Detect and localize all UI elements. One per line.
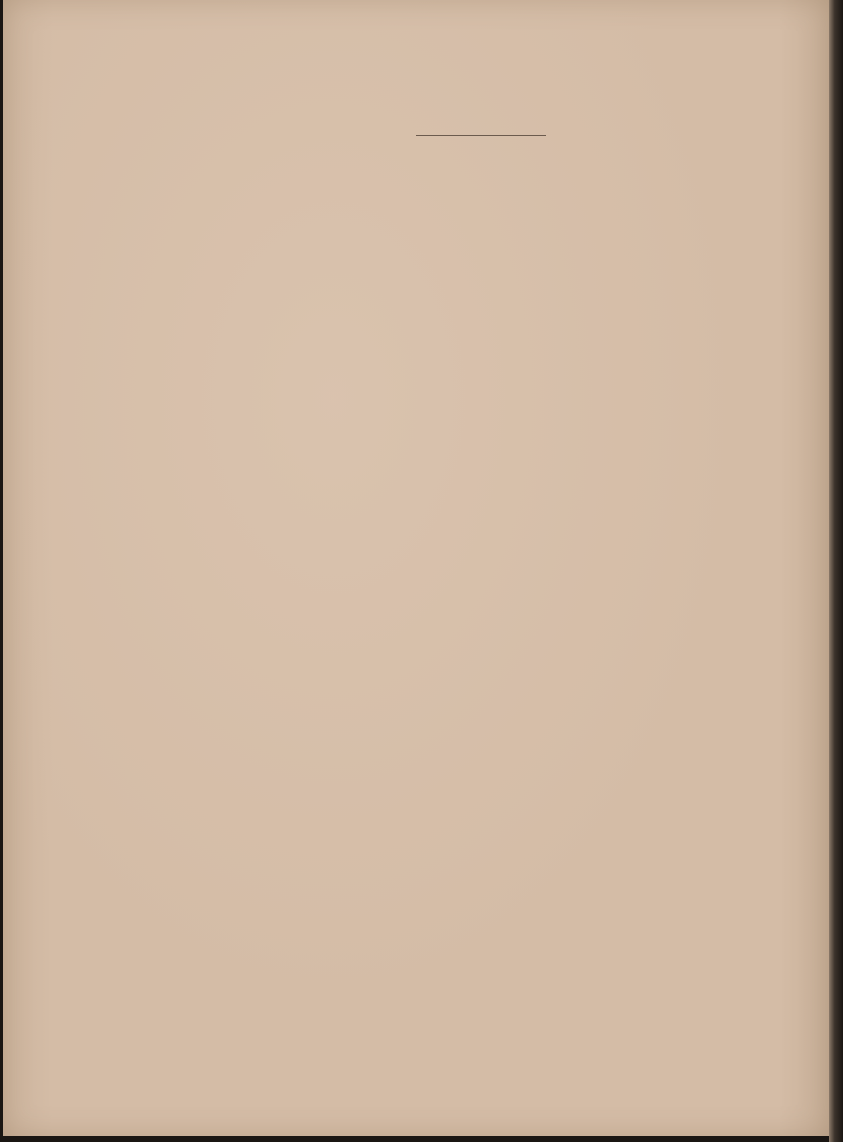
header-rule [416, 135, 546, 136]
book-edge [829, 0, 843, 1142]
book-page [3, 0, 829, 1136]
